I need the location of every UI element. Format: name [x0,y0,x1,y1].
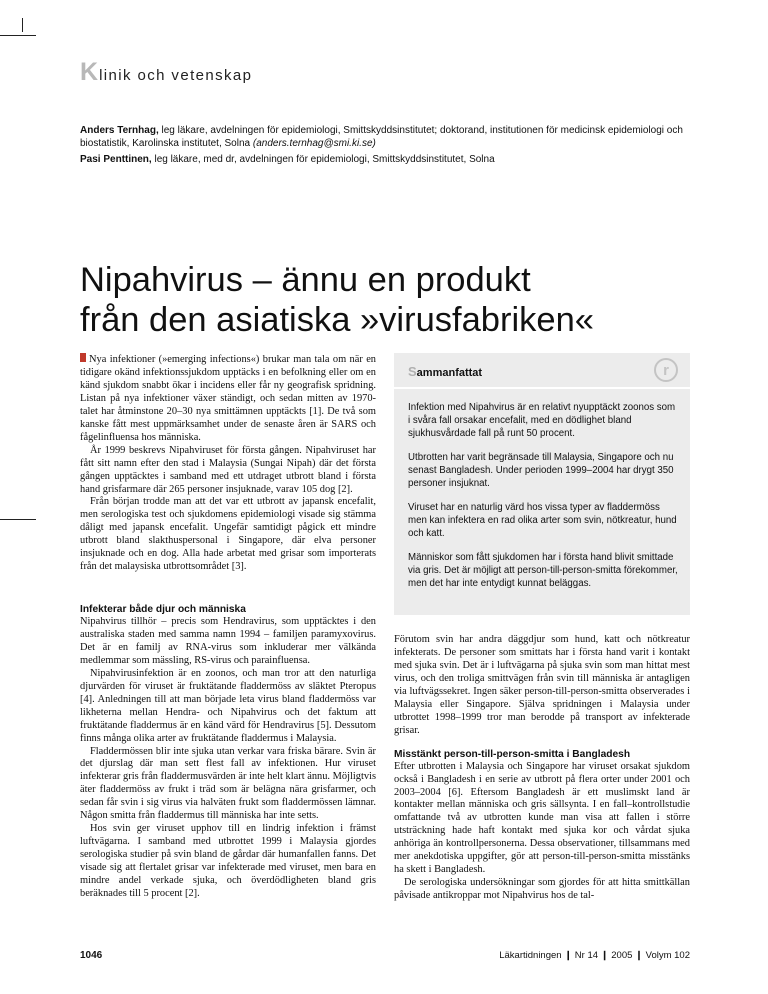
summary-point-2: Utbrotten har varit begränsade till Malaysia, Singapore och nu senast Bangladesh. Under perioden 1999–2004 har drygt 350 personer insjuknat. [408,452,674,489]
author-1-email: (anders.ternhag@smi.ki.se) [252,138,376,149]
summary-body [408,401,678,601]
right-body-paragraph-2: De serologiska undersökningar som gjordes för att hitta smittkällan påvisade antikroppar mot Nipahvirus hos de tal- [394,877,690,902]
intro-paragraph-3: Från början trodde man att det var ett utbrott av japansk encefalit, men serologiska test och sjukdomens epidemiologi visade sig stämma dåligt med japansk encefalit. Ungefär samtidigt pågick ett mindre utbrott bland slakthuspersonal i Singapore, där elva personer insjuknade och en dog. Alla hade arbetat med grisar som importerats från det malaysiska utbrottsområdet [3]. [80,496,376,573]
left-column-intro [80,353,376,574]
journal-logo-icon: r [654,358,678,382]
author-block [80,124,690,169]
right-column [394,634,690,903]
summary-box [394,353,690,615]
summary-divider [394,387,690,389]
page-number: 1046 [80,950,103,961]
author-2-affiliation: leg läkare, med dr, avdelningen för epidemiologi, Smittskyddsinstitutet, Solna [151,154,495,165]
article-start-marker [80,353,86,362]
summary-initial: S [408,364,417,379]
journal-issue: Läkartidningen ❙ Nr 14 ❙ 2005 ❙ Volym 102 [499,950,690,961]
author-2-name: Pasi Penttinen, [80,154,152,165]
right-intro-paragraph: Förutom svin har andra däggdjur som hund, katt och nötkreatur infekterats. De personer som smittats har i första hand varit i kontakt med sjuka svin. Det är i luftvägarna på sjuka svin som man hittat mest virus, och den troliga smittvägen från svin till människa är antagligen via luftvägssekret. Ingen säker person-till-person-smitta observerades i Malaysia eller Singapore. Själva spridningen i Malaysia under utbrottet 1998–1999 tror man berodde på transport av infekterade grisar. [394,634,690,736]
left-subheading: Infekterar både djur och människa [80,604,246,615]
body-paragraph-2: Nipahvirusinfektion är en zoonos, och man tror att den naturliga djurvärden för viruset är fruktätande fladdermöss av släktet Pteropus [4]. Anledningen till att man började leta virus bland fladdermöss var likheterna mellan Hendra- och Nipahvirus och det faktum att fruktätande fladdermus är en känd värd för Hendravirus [5]. Dessutom finns många olika arter av fruktätande fladdermus i Malaysia. [80,667,376,744]
right-body-paragraph-1: Efter utbrotten i Malaysia och Singapore har viruset orsakat sjukdom också i Bangladesh i en serie av utbrott på flera orter under 2001 och 2003–2004 [6]. Eftersom Bangladesh är ett muslimskt land är kontakter mellan människa och gris sällsynta. I en fall–kontrollstudie omfattande två av utbrotten kunde man visa att fallen i större utsträckning hade haft kontakt med sjuka kor och vårdat sjuka anhöriga än kontrollpersonerna. Dessa observationer, tillsammans med mer anekdotiska uppgifter, gör att person-till-person-smitta misstänks ha skett i Bangladesh. [394,760,690,876]
section-name: linik och vetenskap [99,67,253,84]
summary-heading: Sammanfattat [408,364,483,379]
body-paragraph-3: Fladdermössen blir inte sjuka utan verkar vara friska bärare. Svin är det djurslag där man sett flest fall av infektionen. Hur viruset infekterar gris från fladdermusvärden är inte helt klart ännu. Möjligtvis äter fladdermöss av frukt i träd som är belägna nära grisfarmer, och sedan får svin i sig virus via halväten frukt som fladdermössen lämnar. Någon smitta från fladdermus till människa har inte setts. [80,745,376,822]
article-title [80,260,720,340]
author-1-affiliation: leg läkare, avdelningen för epidemiologi, Smittskyddsinstitutet; doktorand, institutionen för medicinsk epidemiologi och biostatistik, Karolinska institutet, Solna [80,125,683,149]
author-2 [80,153,690,166]
author-1 [80,124,690,150]
body-paragraph-4: Hos svin ger viruset upphov till en lindrig infektion i främst luftvägarna. I samband med utbrottet 1999 i Malaysia gjordes serologiska studier på svin bland de gårdar där humanfallen fanns. Det visade sig att flertalet grisar var infekterade med viruset, men bara en mindre andel verkade sjuka, och överdödligheten bland gris beräknades till 5 procent [2]. [80,823,376,900]
title-line-2: från den asiatiska »virusfabriken« [80,301,594,339]
crop-mark-top-vertical [22,18,23,32]
summary-point-1: Infektion med Nipahvirus är en relativt nyupptäckt zoonos som i svåra fall orsakar encefalit, med en dödlighet bland sjukhusvårdade fall på runt 50 procent. [408,402,676,439]
crop-mark-middle [0,519,36,520]
section-label [80,58,252,87]
crop-mark-top [0,35,36,36]
intro-paragraph-1: Nya infektioner (»emerging infections«) brukar man tala om när en tidigare okänd infektionssjukdom upptäcks i en befolkning eller om en känd sjukdom snabbt ökar i incidens eller får ny geografisk spridning. Listan på nya infektioner växer ständigt, och sedan mitten av 1970-talet har åtminstone 20–30 nya smittämnen upptäckts [1]. De två som kanske fått mest uppmärksamhet under de senaste åren är SARS och fågelinfluensa hos människa. [80,354,376,443]
left-column-body [80,597,376,901]
right-subheading: Misstänkt person-till-person-smitta i Bangladesh [394,748,631,760]
intro-paragraph-2: År 1999 beskrevs Nipahviruset för första gången. Nipahviruset har fått sitt namn efter den stad i Malaysia (Sungai Nipah) där det första gången upptäcktes i samband med ett utdraget utbrott bland i första hand grisfarmare där 265 personer insjuknade, varav 105 dog [2]. [80,444,376,495]
author-1-name: Anders Ternhag, [80,125,159,136]
section-initial: K [80,58,99,86]
summary-point-4: Människor som fått sjukdomen har i första hand blivit smittade via gris. Det är möjligt att person-till-person-smitta förekommer, men det har inte entydigt kunnat beläggas. [408,552,678,589]
body-paragraph-1: Nipahvirus tillhör – precis som Hendravirus, som upptäcktes i den australiska staden med samma namn 1994 – familjen paramyxovirus. Det är en familj av RNA-virus som inkluderar mer välkända medlemmar som mässling, RS-virus och parainfluensa. [80,616,376,666]
title-line-1: Nipahvirus – ännu en produkt [80,261,531,299]
summary-point-3: Viruset har en naturlig värd hos vissa typer av fladdermöss men kan infektera en rad olika arter som svin, nötkreatur, hund och katt. [408,502,677,539]
